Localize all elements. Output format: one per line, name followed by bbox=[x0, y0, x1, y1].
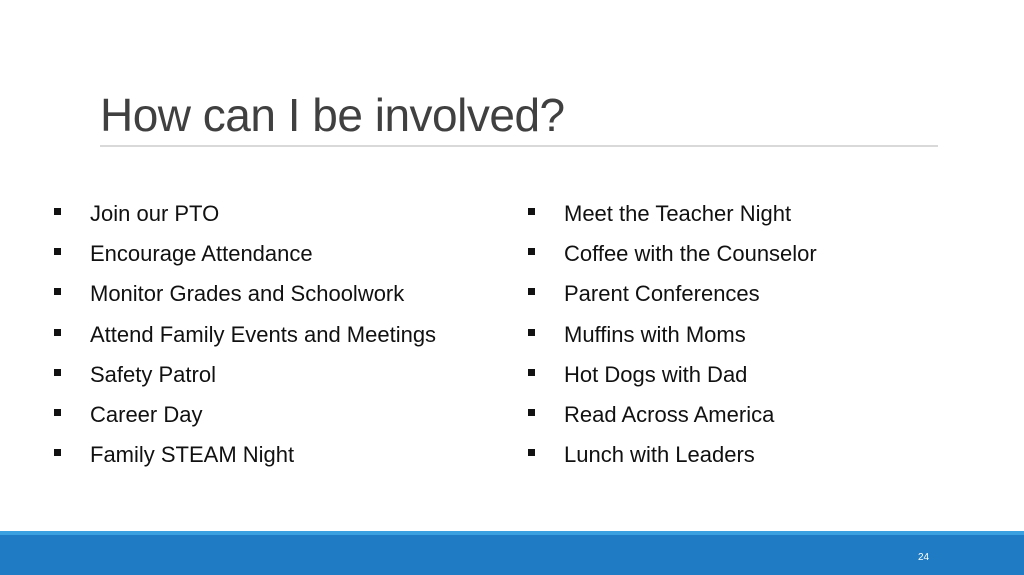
square-bullet-icon bbox=[54, 369, 61, 376]
list-item bbox=[526, 199, 966, 239]
list-item-text: Hot Dogs with Dad bbox=[564, 361, 748, 387]
list-item bbox=[526, 400, 966, 440]
list-item bbox=[526, 239, 966, 279]
square-bullet-icon bbox=[528, 409, 535, 416]
square-bullet-icon bbox=[528, 449, 535, 456]
square-bullet-icon bbox=[54, 248, 61, 255]
list-item-text: Career Day bbox=[90, 401, 203, 427]
list-item-text: Monitor Grades and Schoolwork bbox=[90, 281, 405, 307]
list-item bbox=[526, 440, 966, 480]
list-item-text: Coffee with the Counselor bbox=[564, 241, 817, 267]
square-bullet-icon bbox=[54, 208, 61, 215]
list-item bbox=[526, 360, 966, 400]
list-item-text: Muffins with Moms bbox=[564, 321, 746, 347]
list-item bbox=[52, 400, 492, 440]
square-bullet-icon bbox=[528, 369, 535, 376]
list-item bbox=[52, 320, 492, 360]
list-item-text: Lunch with Leaders bbox=[564, 442, 755, 468]
page-number: 24 bbox=[918, 552, 930, 563]
list-item bbox=[526, 320, 966, 360]
list-item bbox=[52, 279, 492, 319]
list-item bbox=[52, 360, 492, 400]
right-bullet-list bbox=[526, 199, 966, 480]
slide-title: How can I be involved? bbox=[100, 89, 565, 141]
list-item-text: Encourage Attendance bbox=[90, 241, 313, 267]
list-item bbox=[52, 199, 492, 239]
list-item-text: Join our PTO bbox=[90, 201, 220, 226]
square-bullet-icon bbox=[528, 288, 535, 295]
square-bullet-icon bbox=[54, 329, 61, 336]
square-bullet-icon bbox=[528, 329, 535, 336]
list-item bbox=[526, 279, 966, 319]
footer-bar bbox=[0, 535, 1024, 575]
square-bullet-icon bbox=[54, 288, 61, 295]
list-item bbox=[52, 239, 492, 279]
list-item bbox=[52, 440, 492, 480]
title-divider bbox=[100, 145, 938, 147]
square-bullet-icon bbox=[528, 208, 535, 215]
square-bullet-icon bbox=[528, 248, 535, 255]
list-item-text: Safety Patrol bbox=[90, 361, 216, 387]
square-bullet-icon bbox=[54, 409, 61, 416]
square-bullet-icon bbox=[54, 449, 61, 456]
list-item-text: Read Across America bbox=[564, 401, 775, 427]
left-bullet-list bbox=[52, 199, 492, 480]
list-item-text: Parent Conferences bbox=[564, 281, 760, 307]
list-item-text: Attend Family Events and Meetings bbox=[90, 321, 437, 347]
list-item-text: Meet the Teacher Night bbox=[564, 201, 792, 226]
list-item-text: Family STEAM Night bbox=[90, 442, 295, 468]
